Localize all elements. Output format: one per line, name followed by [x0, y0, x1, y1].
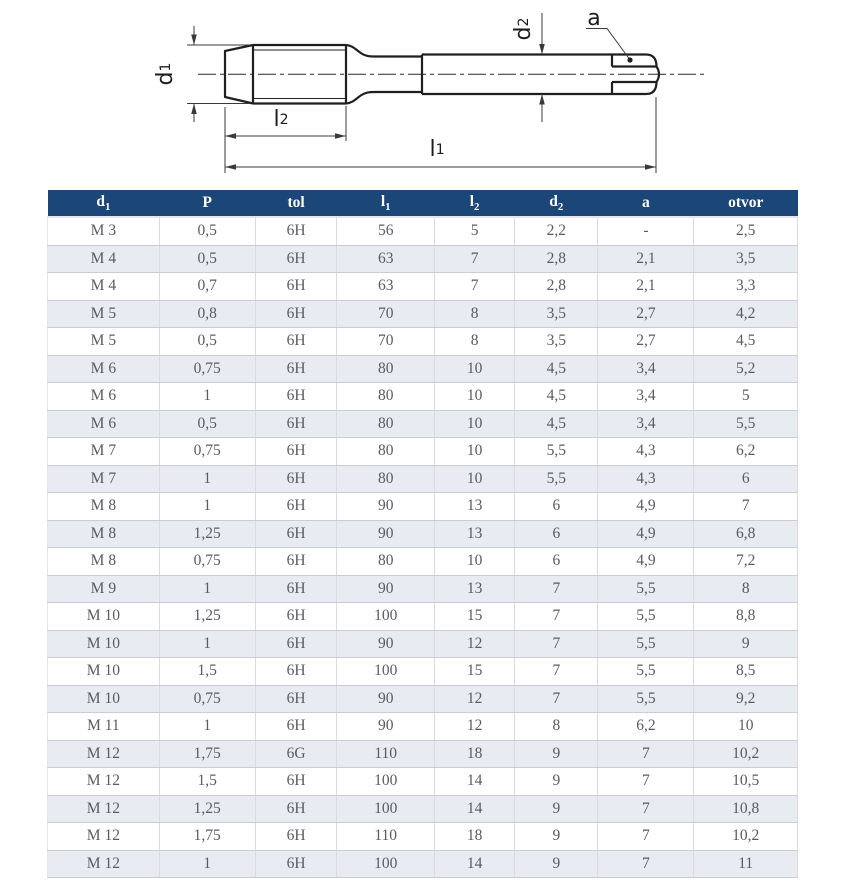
arrowhead — [645, 164, 656, 170]
table-cell: M 11 — [48, 713, 160, 741]
table-cell: 5,5 — [598, 603, 694, 631]
table-cell: 8 — [434, 300, 514, 328]
table-row — [48, 740, 798, 768]
table-cell: 9 — [515, 850, 598, 878]
table-cell: 8,5 — [694, 658, 798, 686]
table-cell: 2,1 — [598, 245, 694, 273]
table-body — [48, 217, 798, 878]
label-l2 — [258, 101, 304, 139]
table-cell: 1,5 — [159, 768, 255, 796]
table-cell: 7 — [598, 795, 694, 823]
label-d2-sub: 2 — [515, 17, 532, 27]
table-cell: 11 — [694, 850, 798, 878]
table-cell: 10 — [434, 410, 514, 438]
table-cell: 3,3 — [694, 273, 798, 301]
table-cell: 2,8 — [515, 273, 598, 301]
table-cell: 5,2 — [694, 355, 798, 383]
arrowhead — [225, 164, 236, 170]
label-a-base: a — [587, 6, 601, 31]
table-cell: 90 — [337, 713, 434, 741]
table-row — [48, 410, 798, 438]
table-row — [48, 850, 798, 878]
label-l2-sub: 2 — [279, 111, 289, 128]
table-cell: 8 — [515, 713, 598, 741]
table-cell: M 7 — [48, 465, 160, 493]
table-cell: M 10 — [48, 630, 160, 658]
table-cell: 0,5 — [159, 410, 255, 438]
table-cell: 80 — [337, 355, 434, 383]
table-cell: M 9 — [48, 575, 160, 603]
table-cell: 90 — [337, 630, 434, 658]
table-cell: 1 — [159, 493, 255, 521]
table-cell: 90 — [337, 493, 434, 521]
table-cell: 0,75 — [159, 685, 255, 713]
table-cell: 80 — [337, 383, 434, 411]
table-cell: - — [598, 217, 694, 245]
table-row — [48, 493, 798, 521]
table-cell: 13 — [434, 575, 514, 603]
table-cell: 3,5 — [694, 245, 798, 273]
table-cell: 7 — [434, 273, 514, 301]
table-cell: 15 — [434, 603, 514, 631]
table-cell: 4,3 — [598, 438, 694, 466]
table-cell: M 4 — [48, 245, 160, 273]
table-cell: 5 — [434, 217, 514, 245]
table-cell: 7 — [598, 768, 694, 796]
table-cell: M 12 — [48, 768, 160, 796]
table-cell: 3,4 — [598, 355, 694, 383]
table-cell: 6H — [255, 217, 337, 245]
label-d1-sub: 1 — [157, 62, 174, 72]
table-cell: 1 — [159, 713, 255, 741]
table-cell: 9 — [694, 630, 798, 658]
table-cell: 13 — [434, 520, 514, 548]
header-row — [48, 190, 798, 217]
table-cell: 100 — [337, 603, 434, 631]
table-cell: 5,5 — [694, 410, 798, 438]
table-row — [48, 465, 798, 493]
table-cell: 90 — [337, 685, 434, 713]
table-cell: 8,8 — [694, 603, 798, 631]
label-d1-base: d — [153, 71, 178, 86]
table-cell: 2,8 — [515, 245, 598, 273]
table-cell: M 7 — [48, 438, 160, 466]
table-row — [48, 217, 798, 245]
table-cell: 7 — [598, 823, 694, 851]
table-cell: 5,5 — [598, 575, 694, 603]
table-cell: M 6 — [48, 355, 160, 383]
table-cell: 13 — [434, 493, 514, 521]
table-row — [48, 685, 798, 713]
label-l1-base: l — [429, 137, 436, 162]
label-d1 — [146, 51, 186, 97]
table-header — [48, 190, 798, 217]
table-cell: 2,7 — [598, 328, 694, 356]
table-cell: 10 — [434, 438, 514, 466]
table-cell: 10 — [434, 355, 514, 383]
table-row — [48, 658, 798, 686]
column-header: tol — [255, 190, 337, 217]
table-cell: 6,8 — [694, 520, 798, 548]
table-row — [48, 548, 798, 576]
table-cell: 70 — [337, 300, 434, 328]
table-cell: 6H — [255, 300, 337, 328]
table-cell: 2,7 — [598, 300, 694, 328]
table-cell: 7 — [694, 493, 798, 521]
table-cell: 80 — [337, 548, 434, 576]
table-cell: M 10 — [48, 685, 160, 713]
table-cell: 4,5 — [694, 328, 798, 356]
table-row — [48, 795, 798, 823]
table-cell: 3,5 — [515, 328, 598, 356]
table-cell: 56 — [337, 217, 434, 245]
column-header: $d_1$ — [48, 190, 160, 217]
table-cell: M 12 — [48, 795, 160, 823]
table-cell: 6H — [255, 795, 337, 823]
table-container — [47, 190, 798, 878]
technical-drawing — [0, 0, 843, 190]
table-cell: 6G — [255, 740, 337, 768]
table-cell: M 8 — [48, 520, 160, 548]
table-cell: 9,2 — [694, 685, 798, 713]
table-cell: 100 — [337, 768, 434, 796]
table-cell: 6 — [515, 548, 598, 576]
table-cell: 9 — [515, 823, 598, 851]
table-cell: 5,5 — [598, 658, 694, 686]
table-cell: 4,9 — [598, 548, 694, 576]
table-row — [48, 438, 798, 466]
column-header: a — [598, 190, 694, 217]
arrowhead — [335, 133, 346, 139]
table-cell: 100 — [337, 850, 434, 878]
table-cell: M 12 — [48, 823, 160, 851]
table-cell: 4,9 — [598, 520, 694, 548]
table-cell: 9 — [515, 795, 598, 823]
table-cell: 4,5 — [515, 355, 598, 383]
table-cell: 6H — [255, 493, 337, 521]
table-cell: 63 — [337, 245, 434, 273]
column-header: $l_2$ — [434, 190, 514, 217]
table-cell: 3,4 — [598, 410, 694, 438]
table-cell: 2,2 — [515, 217, 598, 245]
table-cell: M 5 — [48, 328, 160, 356]
table-row — [48, 520, 798, 548]
table-cell: 6 — [515, 520, 598, 548]
table-row — [48, 383, 798, 411]
table-cell: 7 — [515, 603, 598, 631]
label-l1 — [414, 131, 460, 169]
table-cell: 5,5 — [515, 438, 598, 466]
table-cell: M 12 — [48, 740, 160, 768]
table-cell: M 4 — [48, 273, 160, 301]
table-cell: 1,25 — [159, 603, 255, 631]
table-cell: 0,7 — [159, 273, 255, 301]
table-cell: 110 — [337, 740, 434, 768]
label-l1-sub: 1 — [435, 141, 445, 158]
table-cell: 0,5 — [159, 328, 255, 356]
table-cell: 5,5 — [598, 630, 694, 658]
arrowhead — [191, 35, 197, 46]
table-cell: 2,5 — [694, 217, 798, 245]
table-cell: M 5 — [48, 300, 160, 328]
column-header: $d_2$ — [515, 190, 598, 217]
arrowhead — [539, 94, 545, 105]
table-row — [48, 768, 798, 796]
dimensions-table — [47, 190, 798, 878]
table-cell: 100 — [337, 795, 434, 823]
table-cell: 80 — [337, 410, 434, 438]
table-cell: 6H — [255, 410, 337, 438]
table-cell: 80 — [337, 438, 434, 466]
table-cell: 6H — [255, 685, 337, 713]
label-d2 — [504, 6, 544, 52]
table-cell: 100 — [337, 658, 434, 686]
table-cell: 2,1 — [598, 273, 694, 301]
table-cell: 1 — [159, 850, 255, 878]
table-cell: 6H — [255, 273, 337, 301]
arrowhead — [191, 104, 197, 115]
table-cell: 6H — [255, 548, 337, 576]
table-row — [48, 713, 798, 741]
table-cell: 5,5 — [515, 465, 598, 493]
table-cell: 3,5 — [515, 300, 598, 328]
table-cell: 8 — [434, 328, 514, 356]
table-row — [48, 575, 798, 603]
table-cell: 12 — [434, 713, 514, 741]
table-cell: 6H — [255, 438, 337, 466]
table-cell: 6H — [255, 465, 337, 493]
table-cell: M 3 — [48, 217, 160, 245]
table-cell: 0,75 — [159, 548, 255, 576]
table-cell: 6H — [255, 383, 337, 411]
table-cell: 1 — [159, 383, 255, 411]
table-cell: 6H — [255, 630, 337, 658]
table-cell: M 8 — [48, 493, 160, 521]
table-cell: 12 — [434, 630, 514, 658]
table-row — [48, 630, 798, 658]
table-cell: 1,25 — [159, 520, 255, 548]
table-cell: 10,2 — [694, 823, 798, 851]
label-d2-base: d — [511, 26, 536, 41]
table-cell: 6 — [694, 465, 798, 493]
table-cell: 15 — [434, 658, 514, 686]
table-cell: 7 — [598, 740, 694, 768]
table-cell: 7 — [598, 850, 694, 878]
table-cell: M 6 — [48, 383, 160, 411]
table-row — [48, 245, 798, 273]
table-cell: 10,8 — [694, 795, 798, 823]
table-cell: 1,75 — [159, 823, 255, 851]
table-cell: 5 — [694, 383, 798, 411]
table-row — [48, 300, 798, 328]
table-cell: 4,3 — [598, 465, 694, 493]
table-cell: 18 — [434, 823, 514, 851]
table-cell: 6H — [255, 328, 337, 356]
table-cell: 80 — [337, 465, 434, 493]
table-cell: 0,5 — [159, 217, 255, 245]
table-cell: 110 — [337, 823, 434, 851]
table-cell: 6H — [255, 658, 337, 686]
table-cell: 9 — [515, 740, 598, 768]
table-cell: 90 — [337, 575, 434, 603]
table-row — [48, 328, 798, 356]
table-cell: M 6 — [48, 410, 160, 438]
table-cell: 14 — [434, 850, 514, 878]
table-cell: 6H — [255, 823, 337, 851]
label-a — [571, 1, 617, 37]
table-cell: 7 — [515, 575, 598, 603]
table-cell: 10,2 — [694, 740, 798, 768]
table-cell: 6H — [255, 575, 337, 603]
table-cell: 6H — [255, 850, 337, 878]
table-cell: 6H — [255, 245, 337, 273]
table-cell: 6H — [255, 520, 337, 548]
table-cell: 4,5 — [515, 410, 598, 438]
table-cell: 8 — [694, 575, 798, 603]
table-cell: 1 — [159, 630, 255, 658]
table-cell: 3,4 — [598, 383, 694, 411]
table-cell: 63 — [337, 273, 434, 301]
table-cell: 1,75 — [159, 740, 255, 768]
table-cell: 1,25 — [159, 795, 255, 823]
table-cell: 0,5 — [159, 245, 255, 273]
table-cell: 4,9 — [598, 493, 694, 521]
table-cell: M 8 — [48, 548, 160, 576]
column-header: P — [159, 190, 255, 217]
table-cell: 6H — [255, 355, 337, 383]
table-cell: 5,5 — [598, 685, 694, 713]
table-row — [48, 355, 798, 383]
table-cell: 0,8 — [159, 300, 255, 328]
table-cell: 4,2 — [694, 300, 798, 328]
table-cell: 1 — [159, 465, 255, 493]
table-cell: 6 — [515, 493, 598, 521]
table-cell: 14 — [434, 795, 514, 823]
table-row — [48, 273, 798, 301]
table-cell: 6,2 — [598, 713, 694, 741]
table-cell: 1 — [159, 575, 255, 603]
table-cell: 7,2 — [694, 548, 798, 576]
table-cell: 6H — [255, 603, 337, 631]
table-cell: 10 — [434, 548, 514, 576]
table-cell: 10 — [434, 465, 514, 493]
table-row — [48, 823, 798, 851]
table-cell: M 12 — [48, 850, 160, 878]
table-cell: 7 — [434, 245, 514, 273]
table-cell: 6H — [255, 768, 337, 796]
table-cell: 10,5 — [694, 768, 798, 796]
arrowhead — [225, 133, 236, 139]
table-cell: 9 — [515, 768, 598, 796]
label-l2-base: l — [273, 107, 280, 132]
table-cell: 14 — [434, 768, 514, 796]
table-cell: M 10 — [48, 658, 160, 686]
table-cell: M 10 — [48, 603, 160, 631]
table-cell: 12 — [434, 685, 514, 713]
table-cell: 90 — [337, 520, 434, 548]
table-cell: 10 — [434, 383, 514, 411]
table-row — [48, 603, 798, 631]
column-header: $l_1$ — [337, 190, 434, 217]
table-cell: 6H — [255, 713, 337, 741]
table-cell: 4,5 — [515, 383, 598, 411]
table-cell: 0,75 — [159, 438, 255, 466]
table-cell: 0,75 — [159, 355, 255, 383]
table-cell: 70 — [337, 328, 434, 356]
table-cell: 6,2 — [694, 438, 798, 466]
table-cell: 7 — [515, 658, 598, 686]
table-cell: 1,5 — [159, 658, 255, 686]
table-cell: 7 — [515, 630, 598, 658]
column-header: otvor — [694, 190, 798, 217]
table-cell: 18 — [434, 740, 514, 768]
table-cell: 10 — [694, 713, 798, 741]
table-cell: 7 — [515, 685, 598, 713]
